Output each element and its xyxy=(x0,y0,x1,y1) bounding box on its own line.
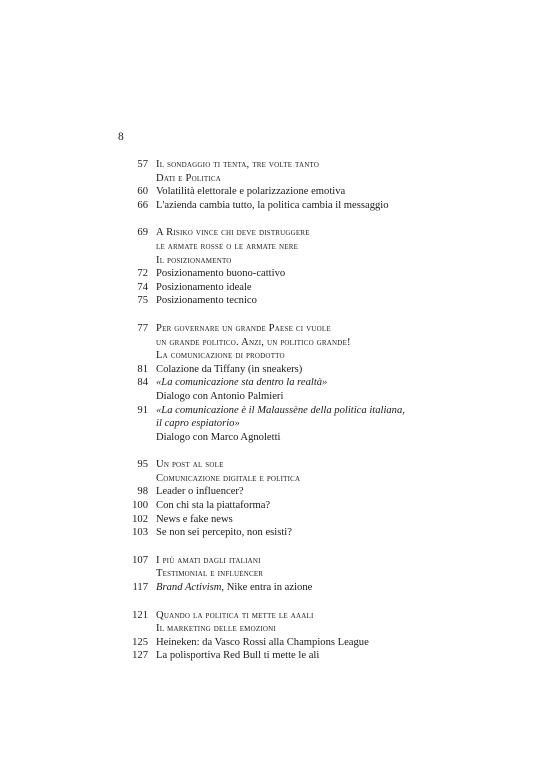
toc-entry-title: Comunicazione digitale e politica xyxy=(156,472,301,484)
toc-page-number: 117 xyxy=(132,582,148,594)
toc-entry-title: La polisportiva Red Bull ti mette le ali xyxy=(156,650,320,662)
toc-section xyxy=(118,458,498,540)
toc-entry xyxy=(118,172,498,186)
toc-entry-title: il capro espiatorio» xyxy=(156,418,240,430)
toc-entry xyxy=(118,254,498,268)
toc-entry xyxy=(118,609,498,623)
toc-entry xyxy=(118,622,498,636)
toc-entry-title: Dialogo con Antonio Palmieri xyxy=(156,390,284,402)
toc-entry-title: Quando la politica ti mette le aaali xyxy=(156,609,314,621)
toc-entry xyxy=(118,336,498,350)
toc-entry xyxy=(118,281,498,295)
toc-page-number: 74 xyxy=(137,281,148,293)
toc-page-number: 91 xyxy=(137,404,148,416)
toc-entry-title: L'azienda cambia tutto, la politica cambia il messaggio xyxy=(156,199,389,211)
toc-entry-title: un grande politico. Anzi, un politico grande! xyxy=(156,336,351,348)
toc-entry-title: Leader o influencer? xyxy=(156,486,244,498)
toc-entry xyxy=(118,472,498,486)
toc-page-number: 102 xyxy=(132,513,148,525)
toc-page-number: 75 xyxy=(137,295,148,307)
toc-entry-title: «La comunicazione sta dentro la realtà» xyxy=(156,377,328,389)
toc-entry xyxy=(118,649,498,663)
toc-entry xyxy=(118,199,498,213)
toc-entry xyxy=(118,322,498,336)
toc-entry-title: Testimonial e influencer xyxy=(156,568,264,580)
toc-entry-title: «La comunicazione è il Malaussène della politica italiana, xyxy=(156,404,405,416)
toc-entry-title: Con chi sta la piattaforma? xyxy=(156,500,271,512)
toc-entry-title: Dialogo con Marco Agnoletti xyxy=(156,431,281,443)
toc-page-number: 103 xyxy=(132,527,148,539)
toc-entry-title xyxy=(156,581,498,595)
toc-page-number: 121 xyxy=(132,609,148,621)
toc-page-number: 125 xyxy=(132,636,148,648)
toc-section xyxy=(118,609,498,663)
toc-entry-title: Colazione da Tiffany (in sneakers) xyxy=(156,363,303,375)
toc-page-number: 107 xyxy=(132,554,148,566)
toc-entry-title: A Risiko vince chi deve distruggere xyxy=(156,227,310,239)
toc-entry-title: I più amati dagli italiani xyxy=(156,554,261,566)
toc-page-number: 69 xyxy=(137,227,148,239)
toc-entry xyxy=(118,513,498,527)
toc-entry-title: Il marketing delle emozioni xyxy=(156,623,276,635)
toc-page-number: 60 xyxy=(137,186,148,198)
toc-entry-title: Dati e Politica xyxy=(156,172,221,184)
toc-entry-title-italic: Brand Activism, xyxy=(156,582,225,594)
toc-page-number: 84 xyxy=(137,377,148,389)
toc-section xyxy=(118,158,498,212)
toc-entry xyxy=(118,417,498,431)
toc-page-number: 57 xyxy=(137,159,148,170)
toc-entry xyxy=(118,458,498,472)
toc-entry xyxy=(118,404,498,418)
toc-entry xyxy=(118,158,498,172)
toc-entry xyxy=(118,567,498,581)
toc-entry xyxy=(118,390,498,404)
toc-page-number: 100 xyxy=(132,500,148,512)
toc-page-number: 127 xyxy=(132,650,148,662)
toc-page-number: 77 xyxy=(137,322,148,334)
toc-entry-title: Un post al sole xyxy=(156,459,224,471)
toc-page-number: 98 xyxy=(137,486,148,498)
toc-page-number: 95 xyxy=(137,459,148,471)
page-number: 8 xyxy=(118,131,124,143)
toc-entry-title: Volatilità elettorale e polarizzazione emotiva xyxy=(156,186,346,198)
toc-entry-title: le armate rosse o le armate nere xyxy=(156,240,299,252)
toc-entry xyxy=(118,185,498,199)
toc-page-number: 81 xyxy=(137,363,148,375)
toc-entry xyxy=(118,267,498,281)
toc-entry xyxy=(118,240,498,254)
toc-entry-title-rest: Nike entra in azione xyxy=(224,582,313,594)
toc-entry-title: Posizionamento ideale xyxy=(156,281,252,293)
toc-entry xyxy=(118,376,498,390)
toc-entry xyxy=(118,226,498,240)
toc-section xyxy=(118,554,498,595)
toc-page-number: 66 xyxy=(137,199,148,211)
toc-entry-title: Il posizionamento xyxy=(156,254,232,266)
toc-page-number: 72 xyxy=(137,268,148,280)
toc-entry xyxy=(118,349,498,363)
table-of-contents xyxy=(118,158,498,677)
toc-entry xyxy=(118,636,498,650)
toc-entry xyxy=(118,526,498,540)
toc-entry xyxy=(118,363,498,377)
toc-entry xyxy=(118,499,498,513)
toc-entry-title: Se non sei percepito, non esisti? xyxy=(156,527,292,539)
toc-entry-title: Il sondaggio ti tenta, tre volte tanto xyxy=(156,159,320,170)
toc-section xyxy=(118,322,498,444)
toc-entry-title: Posizionamento tecnico xyxy=(156,295,257,307)
toc-entry-title: Per governare un grande Paese ci vuole xyxy=(156,322,331,334)
toc-entry-title: Heineken: da Vasco Rossi alla Champions League xyxy=(156,636,369,648)
toc-entry xyxy=(118,485,498,499)
toc-entry xyxy=(118,554,498,568)
toc-entry xyxy=(118,431,498,445)
toc-entry xyxy=(118,581,498,595)
toc-entry xyxy=(118,294,498,308)
toc-section xyxy=(118,226,498,308)
toc-entry-title: News e fake news xyxy=(156,513,233,525)
toc-entry-title: Posizionamento buono-cattivo xyxy=(156,268,286,280)
toc-entry-title: La comunicazione di prodotto xyxy=(156,350,285,362)
